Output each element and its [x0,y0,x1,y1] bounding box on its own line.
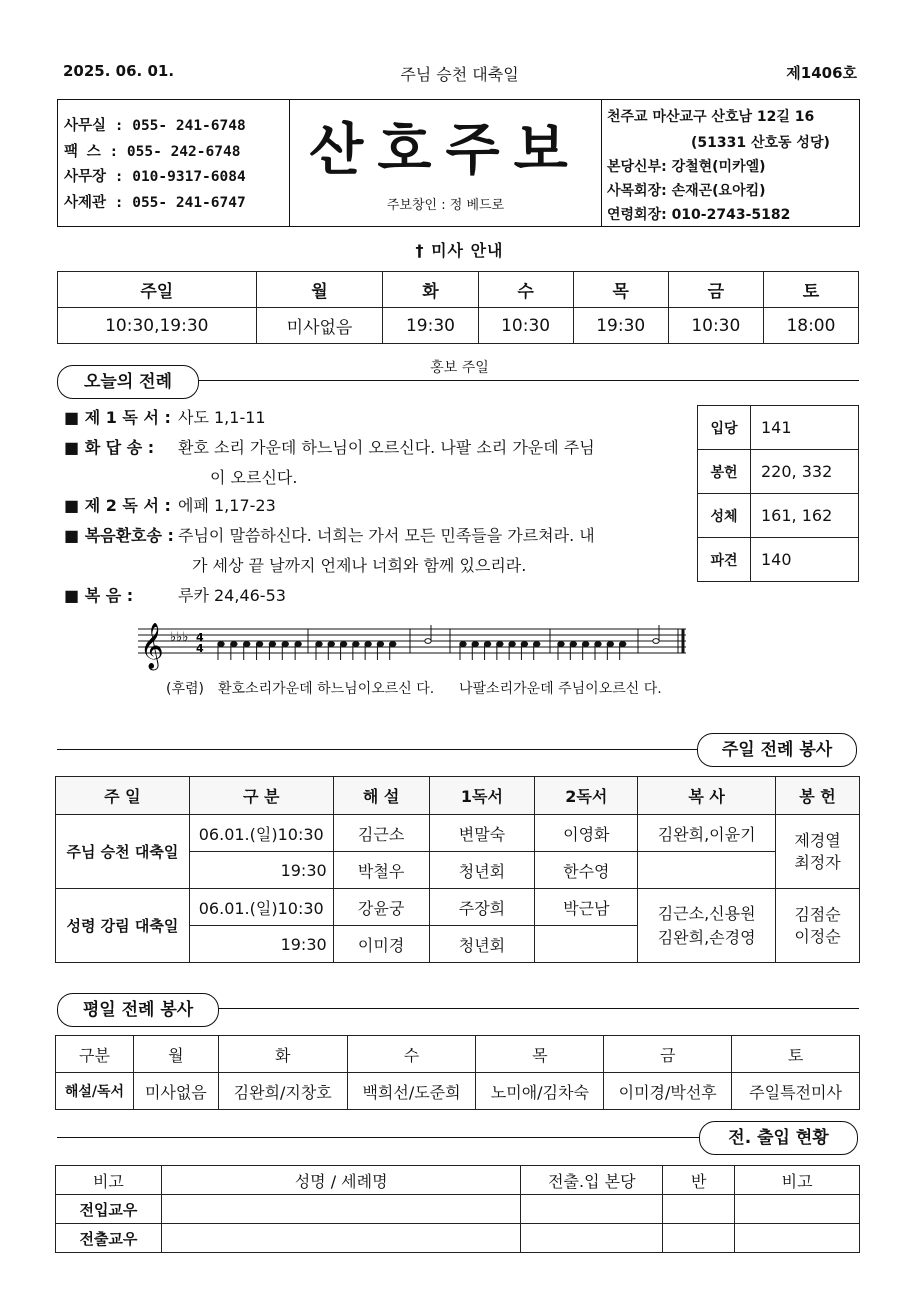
reading-label: ■ 복음환호송 : [64,526,174,545]
offering-cell [776,889,860,963]
first-reader: 주장희 [429,889,535,926]
music-note [653,639,659,644]
column-header: 월 [133,1036,218,1073]
second-reader: 박근남 [535,889,638,926]
masthead [57,99,860,227]
altar-server: 김완희,손경영 [657,927,756,947]
music-note [595,642,601,647]
group-cell [663,1224,735,1253]
reading-continuation: 이 오르신다. [210,468,298,487]
day-cell: 주일 [58,272,257,308]
svg-text:4: 4 [196,631,204,644]
service-time: 19:30 [189,852,333,889]
name-cell [161,1224,521,1253]
weekday-service-table [55,1035,860,1110]
svg-text:♭♭♭: ♭♭♭ [170,630,189,645]
music-note [269,642,275,647]
refrain-lyrics-2: 나팔소리가운데 주님이오르신 다. [459,681,662,697]
section-divider [218,1008,859,1009]
time-cell: 10:30 [668,308,763,344]
offering-name: 최정자 [794,852,841,872]
refrain-lyrics-1: 환호소리가운데 하느님이오르신 다. [218,681,435,697]
table-row [56,1073,860,1110]
offering-cell [776,815,860,889]
weekday-service-pill: 평일 전례 봉사 [57,993,219,1027]
music-note [353,642,359,647]
bulletin-date: 2025. 06. 01. [63,62,175,80]
publisher: 주보창인 : 정 베드로 [386,198,505,213]
hymn-number: 141 [751,406,859,450]
commentator: 이미경 [333,926,429,963]
section-divider [198,380,859,381]
day-cell: 금 [668,272,763,308]
reading-text: 주님이 말씀하신다. 너희는 가서 모든 민족들을 가르쳐라. 내 [178,526,595,545]
music-note [328,642,334,647]
first-reader: 청년회 [429,926,535,963]
transfer-pill: 전. 출입 현황 [699,1121,858,1155]
section-divider [57,749,697,750]
hymn-number: 220, 332 [751,450,859,494]
music-note [521,642,527,647]
time-cell: 10:30,19:30 [58,308,257,344]
music-note [282,642,288,647]
music-note [570,642,576,647]
sunday-service-table [55,776,860,963]
sunday-service-pill: 주일 전례 봉사 [697,733,857,767]
column-header: 1독서 [429,777,535,815]
music-note [425,639,431,644]
column-header: 목 [476,1036,604,1073]
note-cell [735,1224,860,1253]
music-note [607,642,613,647]
mass-schedule-title: † 미사 안내 [415,241,504,260]
service-group-name: 성령 강림 대축일 [56,889,190,963]
music-note [472,642,478,647]
music-note [365,642,371,647]
time-cell: 18:00 [763,308,858,344]
hymn-label: 봉헌 [698,450,751,494]
address-line-1: 천주교 마산교구 산호남 12길 16 [607,109,815,125]
table-row [56,889,860,926]
first-reader: 변말숙 [429,815,535,852]
refrain-music-score [138,617,688,675]
music-note [231,642,237,647]
weekday-cell: 주일특전미사 [732,1073,860,1110]
bulletin-title: 산호주보 [309,117,582,183]
altar-server: 김근소,신용원 [657,903,756,923]
liturgy-section-pill: 오늘의 전례 [57,365,199,399]
music-note [377,642,383,647]
time-cell: 19:30 [573,308,668,344]
contact-secretary: 사무장 : 010-9317-6084 [64,169,246,185]
parish-cell [521,1195,663,1224]
note-cell [735,1195,860,1224]
column-header: 화 [218,1036,347,1073]
hymn-table [697,405,859,582]
column-header: 비고 [735,1166,860,1195]
gospel-acclamation [64,521,595,551]
column-header: 전출.입 본당 [521,1166,663,1195]
music-note [534,642,540,647]
mass-schedule-table [57,271,859,344]
row-label: 해설/독서 [56,1073,134,1110]
second-reader [535,926,638,963]
row-label: 전출교우 [56,1224,162,1253]
music-note [218,642,224,647]
column-header: 수 [347,1036,476,1073]
mass-times-row [58,308,859,344]
music-note [509,642,515,647]
service-group-name: 주님 승천 대축일 [56,815,190,889]
column-header: 금 [604,1036,732,1073]
service-time: 19:30 [189,926,333,963]
name-cell [161,1195,521,1224]
parish-info [603,100,859,226]
altar-server [638,852,776,889]
music-note [619,642,625,647]
column-header: 2독서 [535,777,638,815]
table-row [56,1195,860,1224]
gospel-reading [64,581,286,611]
reading-label: ■ 복 음 : [64,586,134,605]
reading-2 [64,491,276,521]
music-note [484,642,490,647]
feast-title: 주님 승천 대축일 [400,65,519,84]
second-reader: 한수영 [535,852,638,889]
hymn-label: 성체 [698,494,751,538]
music-note [582,642,588,647]
column-header: 해 설 [333,777,429,815]
weekday-cell: 이미경/박선후 [604,1073,732,1110]
mass-days-row [58,272,859,308]
column-header: 토 [732,1036,860,1073]
day-cell: 목 [573,272,668,308]
refrain-label: (후렴) [166,681,204,697]
commentator: 강윤궁 [333,889,429,926]
reading-continuation: 가 세상 끝 날까지 언제나 너희와 함께 있으리라. [192,556,527,575]
address-line-2: (51331 산호동 성당) [691,135,830,151]
music-note [390,642,396,647]
music-note [244,642,250,647]
column-header: 비고 [56,1166,162,1195]
row-label: 전입교우 [56,1195,162,1224]
svg-text:𝄞: 𝄞 [140,623,164,669]
hymn-label: 파견 [698,538,751,582]
column-header: 반 [663,1166,735,1195]
altar-server-cell [638,889,776,963]
title-block [290,100,602,226]
service-header-row [56,777,860,815]
offering-name: 김점순 [794,904,841,924]
reading-text: 에페 1,17-23 [178,496,276,515]
day-cell: 화 [383,272,478,308]
column-header: 복 사 [638,777,776,815]
table-row [56,815,860,852]
second-reader: 이영화 [535,815,638,852]
reading-text: 사도 1,1-11 [178,408,266,427]
reading-1 [64,403,266,433]
responsorial-psalm [64,433,595,463]
contact-list [58,100,290,226]
group-cell [663,1195,735,1224]
reading-label: ■ 제 2 독 서 : [64,496,171,515]
time-cell: 미사없음 [256,308,383,344]
music-note [460,642,466,647]
music-note [295,642,301,647]
transfer-table [55,1165,860,1253]
altar-server: 김완희,이윤기 [638,815,776,852]
council-chair: 사목회장: 손재곤(요아킴) [607,183,766,199]
weekday-cell: 백희선/도준희 [347,1073,476,1110]
offering-name: 제경열 [794,830,841,850]
column-header: 성명 / 세례명 [161,1166,521,1195]
time-cell: 10:30 [478,308,573,344]
transfer-header-row [56,1166,860,1195]
commentator: 김근소 [333,815,429,852]
column-header: 구 분 [189,777,333,815]
issue-number: 제1406호 [786,64,857,82]
section-divider [57,1137,699,1138]
weekday-header-row [56,1036,860,1073]
music-note [256,642,262,647]
music-note [497,642,503,647]
contact-rectory: 사제관 : 055- 241-6747 [64,195,246,211]
table-row [56,1224,860,1253]
hymn-number: 140 [751,538,859,582]
music-note [340,642,346,647]
music-note [558,642,564,647]
funeral-chair: 연령회장: 010-2743-5182 [607,207,791,223]
music-note [316,642,322,647]
parish-cell [521,1224,663,1253]
day-cell: 월 [256,272,383,308]
reading-text: 루카 24,46-53 [178,586,286,605]
weekday-cell: 김완희/지창호 [218,1073,347,1110]
sunday-note: 홍보 주일 [430,360,489,376]
pastor: 본당신부: 강철현(미카엘) [607,159,766,175]
day-cell: 수 [478,272,573,308]
hymn-label: 입당 [698,406,751,450]
weekday-cell: 노미애/김차숙 [476,1073,604,1110]
reading-text: 환호 소리 가운데 하느님이 오르신다. 나팔 소리 가운데 주님 [178,438,595,457]
weekday-cell: 미사없음 [133,1073,218,1110]
commentator: 박철우 [333,852,429,889]
reading-label: ■ 제 1 독 서 : [64,408,171,427]
offering-name: 이정순 [794,926,841,946]
first-reader: 청년회 [429,852,535,889]
column-header: 구분 [56,1036,134,1073]
service-time: 06.01.(일)10:30 [189,889,333,926]
contact-office: 사무실 : 055- 241-6748 [64,118,246,134]
day-cell: 토 [763,272,858,308]
column-header: 봉 헌 [776,777,860,815]
svg-text:4: 4 [196,642,204,655]
column-header: 주 일 [56,777,190,815]
service-time: 06.01.(일)10:30 [189,815,333,852]
contact-fax: 팩 스 : 055- 242-6748 [64,144,241,160]
hymn-number: 161, 162 [751,494,859,538]
reading-label: ■ 화 답 송 : [64,438,155,457]
time-cell: 19:30 [383,308,478,344]
